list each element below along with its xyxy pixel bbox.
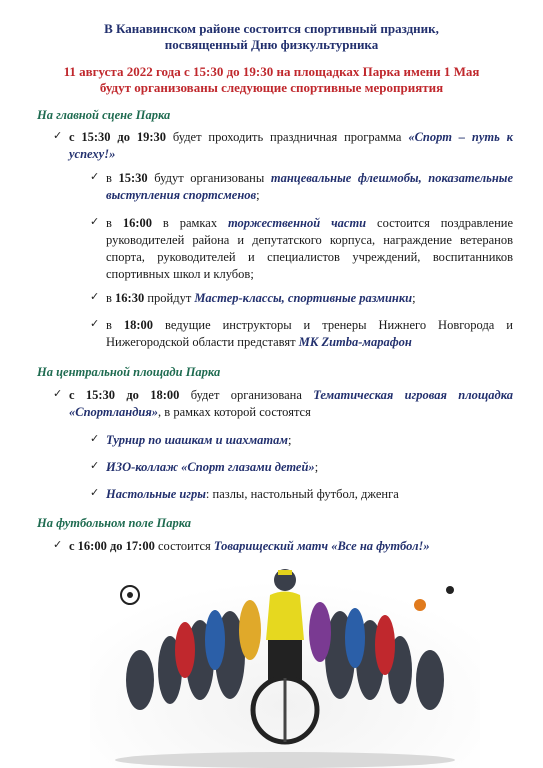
list-item: ✓ Турнир по шашкам и шахматам;	[90, 432, 292, 447]
list-item: ✓ в 18:00 ведущие инструкторы и тренеры Нижнего Новгорода и Нижегородской области представят МК Zumba-марафон	[90, 317, 513, 349]
check-icon: ✓	[90, 170, 100, 183]
section-title-main-stage: На главной сцене Парка	[37, 108, 171, 122]
check-icon: ✓	[90, 215, 100, 228]
section-title-central-square: На центральной площади Парка	[37, 365, 221, 379]
header-line-4: будут организованы следующие спортивные мероприятия	[99, 80, 444, 95]
list-item: ✓ с 15:30 до 18:00 будет организована Тематическая игровая площадка «Спортландия», в рамках которой состоятся	[53, 387, 513, 419]
header-line-3: 11 августа 2022 года с 15:30 до 19:30 на площадках Парка имени 1 Мая	[63, 64, 480, 79]
list-item: ✓ в 15:30 будут организованы танцевальные флешмобы, показательные выступления спортсменов;	[90, 170, 513, 202]
list-item: ✓ в 16:00 в рамках торжественной части состоится поздравление руководителей района и депутатского корпуса, награждение ветеранов спорта, руководителей и специалистов учреждений, воспитанников спортивных школ и клубов;	[90, 215, 513, 281]
list-item: ✓ в 16:30 пройдут Мастер-классы, спортивные разминки;	[90, 290, 416, 305]
list-item: ✓ с 16:00 до 17:00 состоится Товарищеский матч «Все на футбол!»	[53, 538, 430, 553]
check-icon: ✓	[90, 317, 100, 330]
sports-collage-icon	[90, 560, 480, 768]
section-title-football-field: На футбольном поле Парка	[37, 516, 192, 530]
check-icon: ✓	[90, 290, 100, 303]
check-icon: ✓	[53, 538, 63, 551]
check-icon: ✓	[53, 387, 63, 400]
check-icon: ✓	[90, 459, 100, 472]
check-icon: ✓	[53, 129, 63, 142]
list-item: ✓ Настольные игры: пазлы, настольный футбол, дженга	[90, 486, 399, 501]
header-line-1: В Канавинском районе состоится спортивный праздник,	[104, 21, 439, 36]
list-item: ✓ с 15:30 до 19:30 будет проходить праздничная программа «Спорт – путь к успеху!»	[53, 129, 513, 161]
check-icon: ✓	[90, 486, 100, 499]
check-icon: ✓	[90, 432, 100, 445]
header-line-2: посвященный Дню физкультурника	[164, 37, 379, 52]
list-item: ✓ ИЗО-коллаж «Спорт глазами детей»;	[90, 459, 319, 474]
